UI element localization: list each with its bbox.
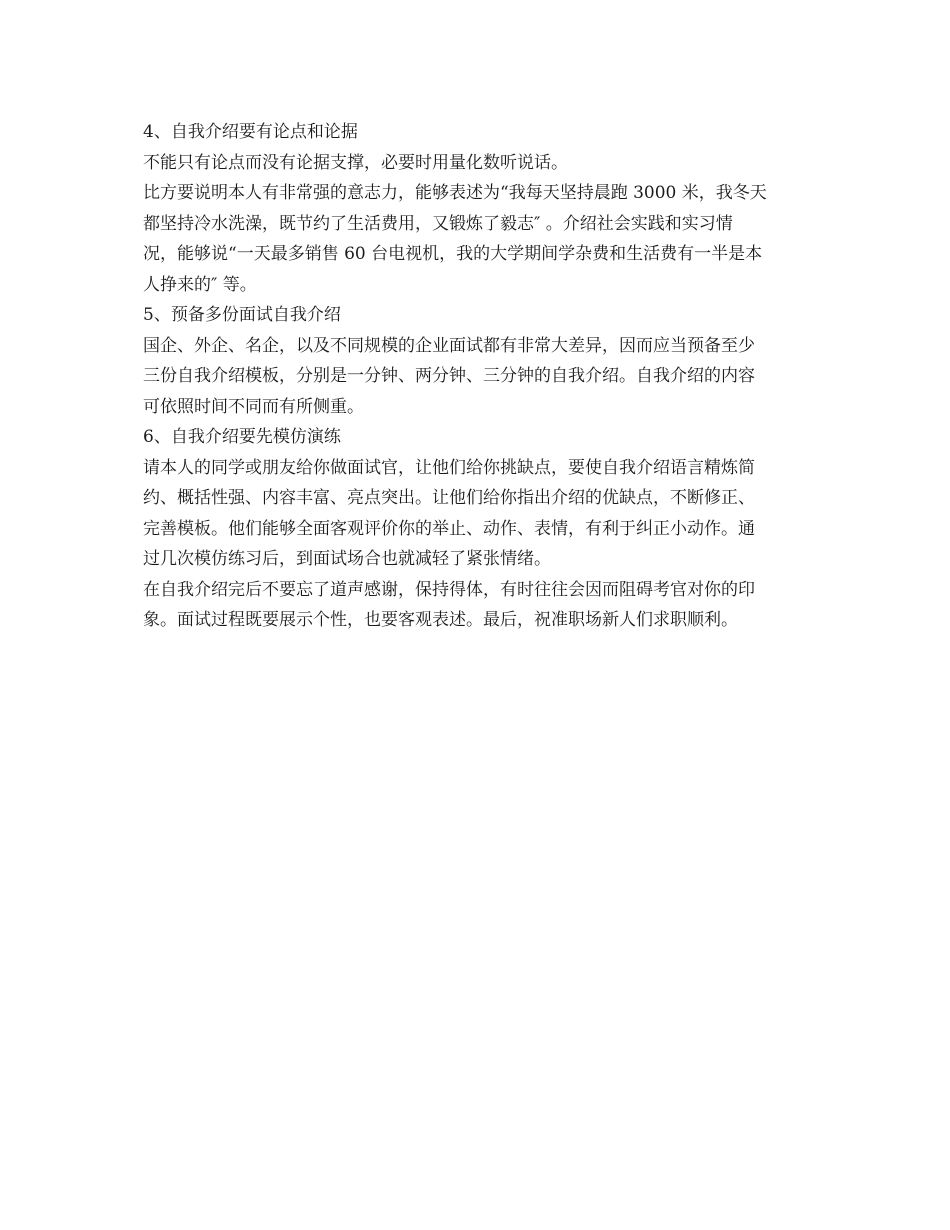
section-heading-4: 4、自我介绍要有论点和论据 — [143, 122, 358, 142]
paragraph-line: 三份自我介绍模板，分别是一分钟、两分钟、三分钟的自我介绍。自我介绍的内容 — [143, 366, 755, 386]
paragraph-line: 人挣来的″ 等。 — [143, 274, 257, 295]
paragraph-line: 过几次模仿练习后，到面试场合也就减轻了紧张情绪。 — [143, 549, 551, 569]
document-body — [143, 117, 815, 636]
paragraph-line: 在自我介绍完后不要忘了道声感谢，保持得体，有时往往会因而阻碍考官对你的印 — [143, 579, 755, 600]
paragraph-line: 况，能够说“一天最多销售 60 台电视机，我的大学期间学杂费和生活费有一半是本 — [143, 244, 763, 264]
paragraph-line: 国企、外企、名企，以及不同规模的企业面试都有非常大差异，因而应当预备至少 — [143, 335, 755, 356]
paragraph-line: 约、概括性强、内容丰富、亮点突出。让他们给你指出介绍的优缺点，不断修正、 — [143, 488, 755, 508]
paragraph-line: 请本人的同学或朋友给你做面试官，让他们给你挑缺点，要使自我介绍语言精炼简 — [143, 457, 755, 478]
paragraph-line: 可依照时间不同而有所侧重。 — [143, 396, 364, 417]
section-heading-5: 5、预备多份面试自我介绍 — [143, 305, 341, 325]
paragraph-line: 都坚持冷水洗澡，既节约了生活费用，又锻炼了毅志″ 。介绍社会实践和实习情 — [143, 213, 733, 234]
paragraph-line: 比方要说明本人有非常强的意志力，能够表述为“我每天坚持晨跑 3000 米，我冬天 — [143, 183, 767, 203]
section-heading-6: 6、自我介绍要先模仿演练 — [143, 427, 341, 447]
paragraph-line: 不能只有论点而没有论据支撑，必要时用量化数听说话。 — [143, 152, 568, 173]
paragraph-line: 象。面试过程既要展示个性，也要客观表述。最后，祝准职场新人们求职顺利。 — [143, 610, 738, 630]
paragraph-line: 完善模板。他们能够全面客观评价你的举止、动作、表情，有利于纠正小动作。通 — [143, 518, 755, 539]
